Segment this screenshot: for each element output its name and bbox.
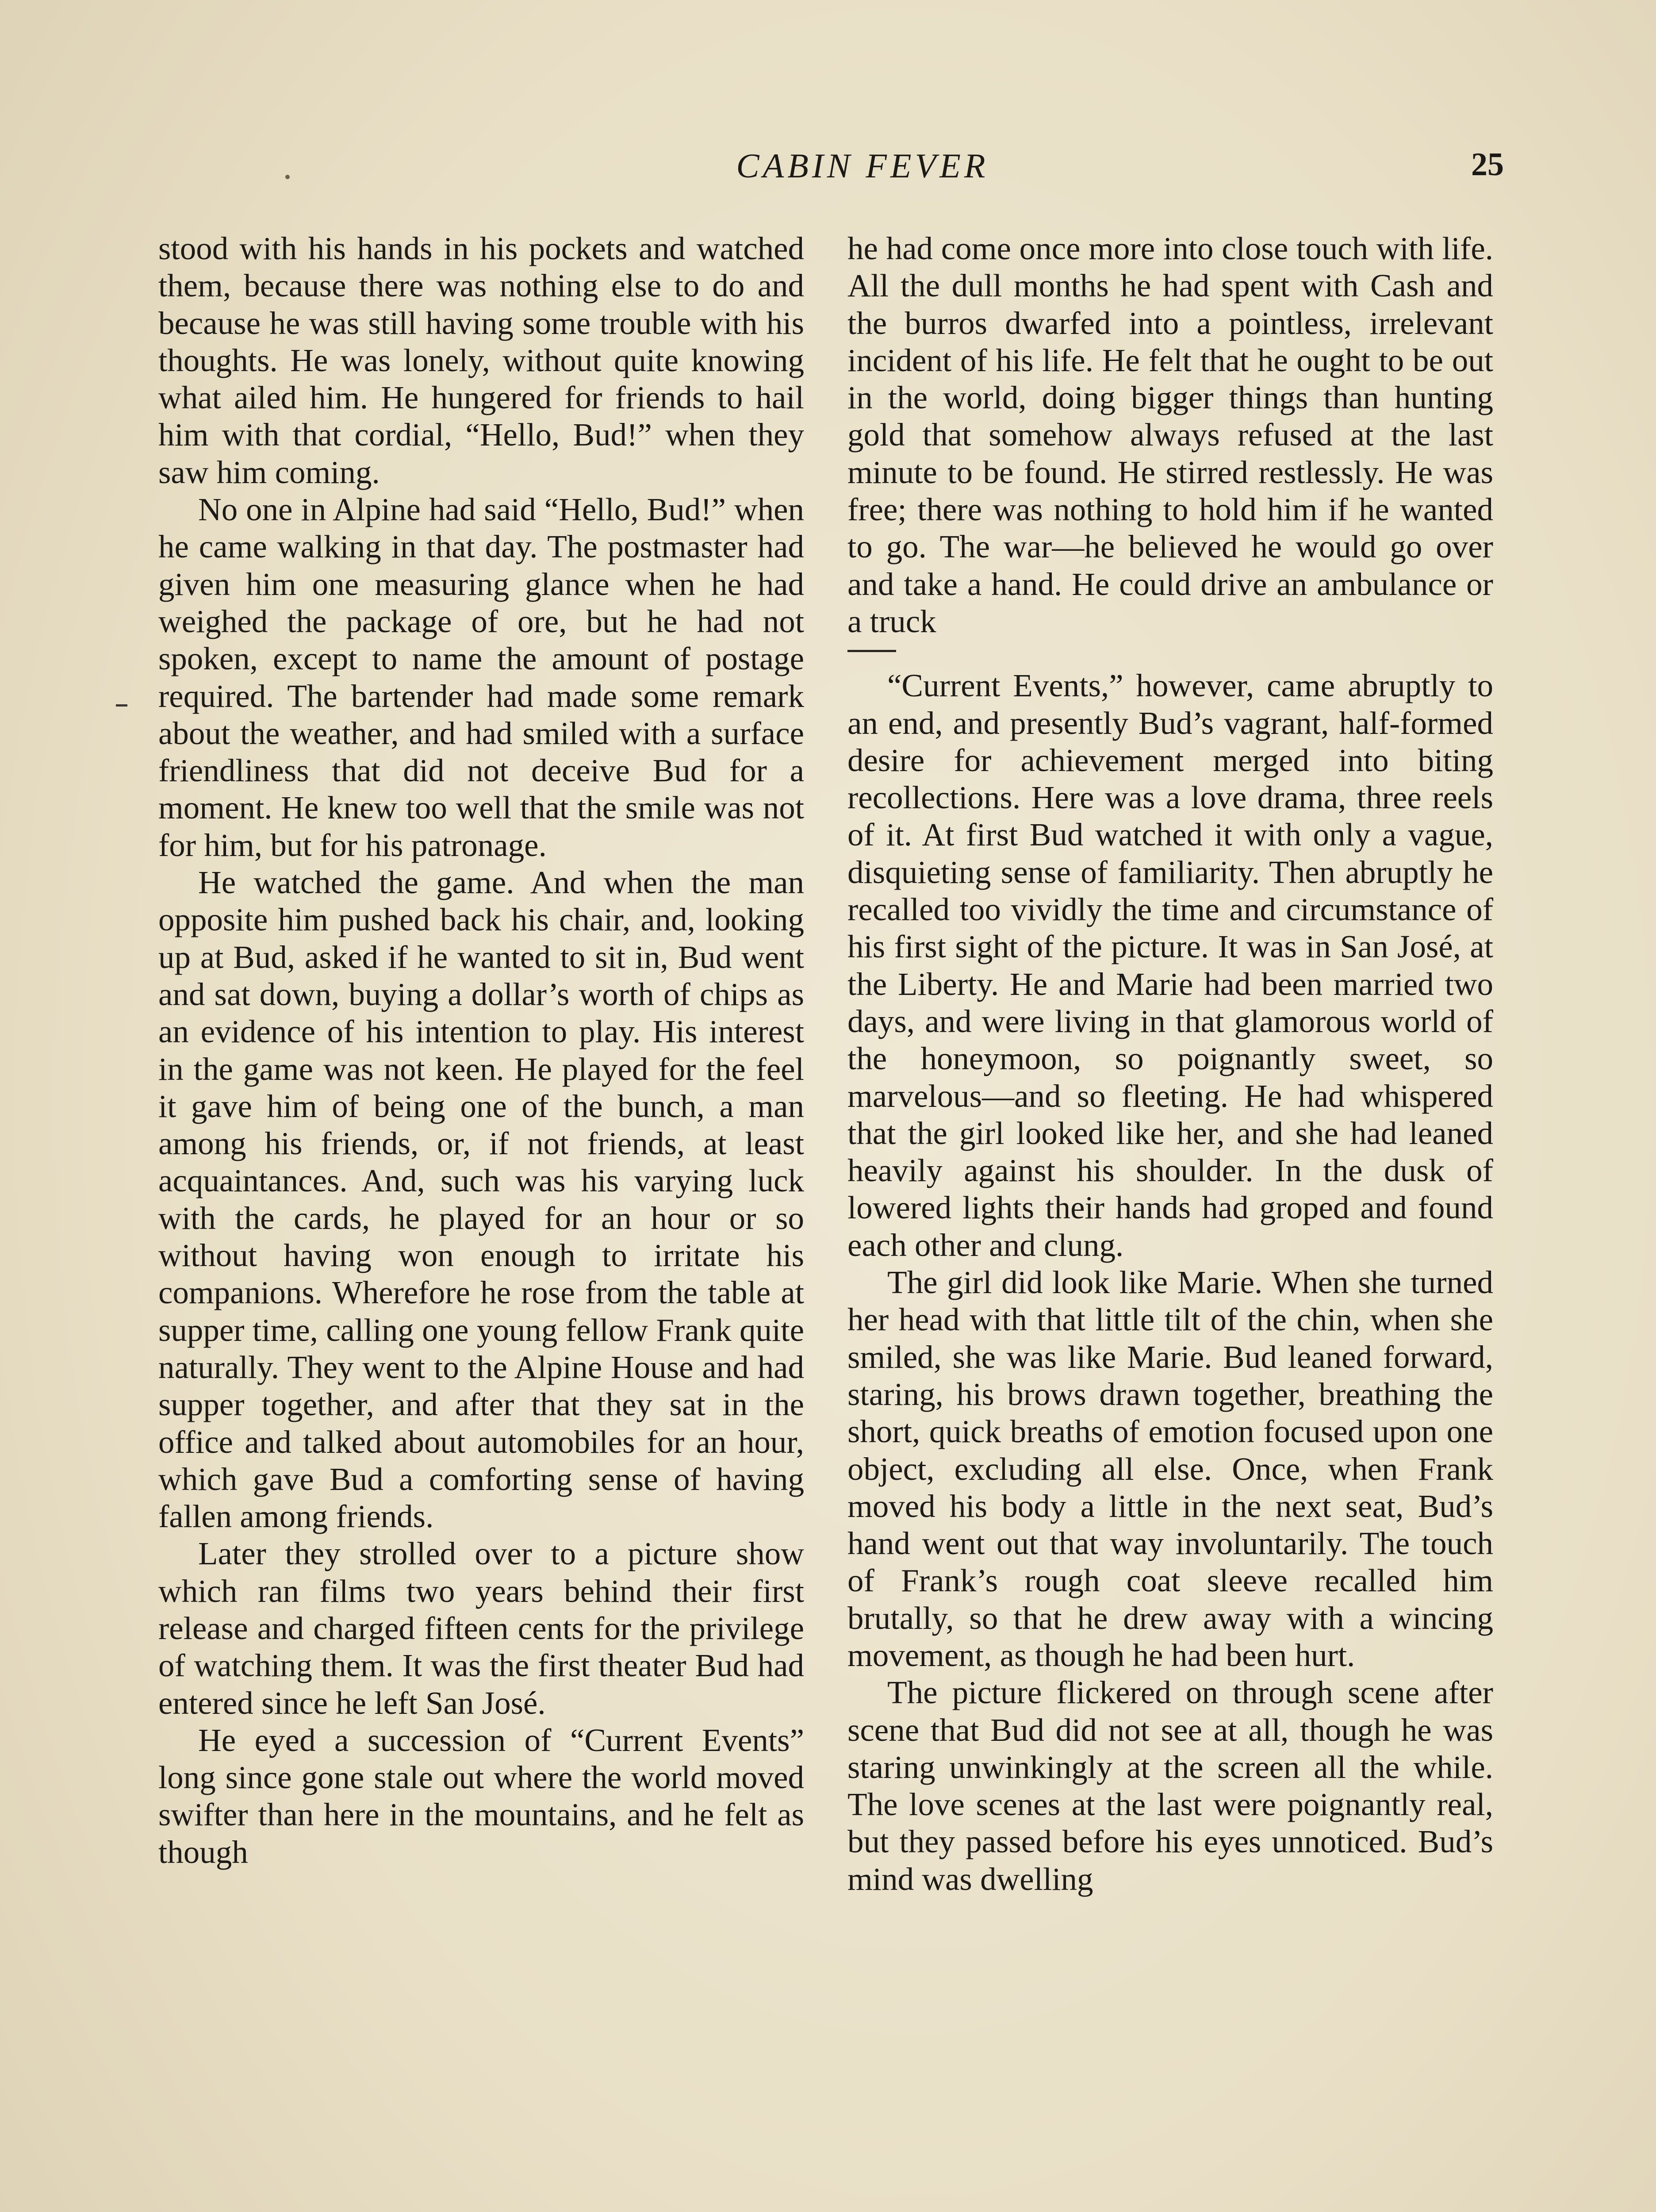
paragraph: He watched the game. And when the man opposite him pushed back his chair, and, looking up at Bud, asked if he wanted to sit in, Bud went and sat down, buying a dollar’s worth of chips as an evidence of his intention to play. His interest in the game was not keen. He played for the feel it gave him of being one of the bunch, a man among his friends, or, if not friends, at least acquaintances. And, such was his varying luck with the cards, he played for an hour or so without having won enough to irritate his companions. Wherefore he rose from the table at supper time, calling one young fellow Frank quite naturally. They went to the Alpine House and had supper together, and after that they sat in the office and talked about automobiles for an hour, which gave Bud a comforting sense of having fallen among friends. xyxy=(158,864,804,1535)
left-column xyxy=(158,230,804,1871)
print-speck xyxy=(285,175,290,179)
right-column xyxy=(847,230,1493,1898)
section-divider xyxy=(847,650,896,652)
paragraph: The girl did look like Marie. When she turned her head with that little tilt of the chin, when she smiled, she was like Marie. Bud leaned forward, staring, his brows drawn together, breathing the short, quick breaths of emotion focused upon one object, excluding all else. Once, when Frank moved his body a little in the next seat, Bud’s hand went out that way involuntarily. The touch of Frank’s rough coat sleeve recalled him brutally, so that he drew away with a wincing movement, as though he had been hurt. xyxy=(847,1264,1493,1673)
paragraph: He eyed a succession of “Current Events” long since gone stale out where the world moved swifter than here in the mountains, and he felt as though xyxy=(158,1722,804,1870)
paragraph: The picture flickered on through scene after scene that Bud did not see at all, though he was staring unwinkingly at the screen all the while. The love scenes at the last were poignantly real, but they passed before his eyes unnoticed. Bud’s mind was dwelling xyxy=(847,1674,1493,1897)
page-number: 25 xyxy=(1471,146,1504,183)
paragraph: No one in Alpine had said “Hello, Bud!” when he came walking in that day. The postmaster had given him one measuring glance when he had weighed the package of ore, but he had not spoken, except to name the amount of postage required. The bartender had made some remark about the weather, and had smiled with a surface friendliness that did not deceive Bud for a moment. He knew too well that the smile was not for him, but for his patronage. xyxy=(158,492,804,863)
paragraph: Later they strolled over to a picture show which ran films two years behind their first release and charged fifteen cents for the privilege of watching them. It was the first theater Bud had entered since he left San José. xyxy=(158,1536,804,1721)
margin-mark xyxy=(116,704,127,707)
paragraph: he had come once more into close touch with life. All the dull months he had spent with Cash and the burros dwarfed into a pointless, irrelevant incident of his life. He felt that he ought to be out in the world, doing bigger things than hunting gold that somehow always refused at the last minute to be found. He stirred restlessly. He was free; there was nothing to hold him if he wanted to go. The war—he believed he would go over and take a hand. He could drive an ambulance or a truck xyxy=(847,230,1493,639)
paragraph: “Current Events,” however, came abruptly to an end, and presently Bud’s vagrant, half-formed desire for achievement merged into biting recollections. Here was a love drama, three reels of it. At first Bud watched it with only a vague, disquieting sense of familiarity. Then abruptly he recalled too vividly the time and circumstance of his first sight of the picture. It was in San José, at the Liberty. He and Marie had been married two days, and were living in that glamorous world of the honeymoon, so poignantly sweet, so marvelous—and so fleeting. He had whispered that the girl looked like her, and she had leaned heavily against his shoulder. In the dusk of lowered lights their hands had groped and found each other and clung. xyxy=(847,668,1493,1263)
page-header xyxy=(0,146,1656,208)
paragraph: stood with his hands in his pockets and watched them, because there was nothing else to do and because he was still having some trouble with his thoughts. He was lonely, without quite knowing what ailed him. He hungered for friends to hail him with that cordial, “Hello, Bud!” when they saw him coming. xyxy=(158,230,804,490)
running-title: CABIN FEVER xyxy=(736,146,989,185)
